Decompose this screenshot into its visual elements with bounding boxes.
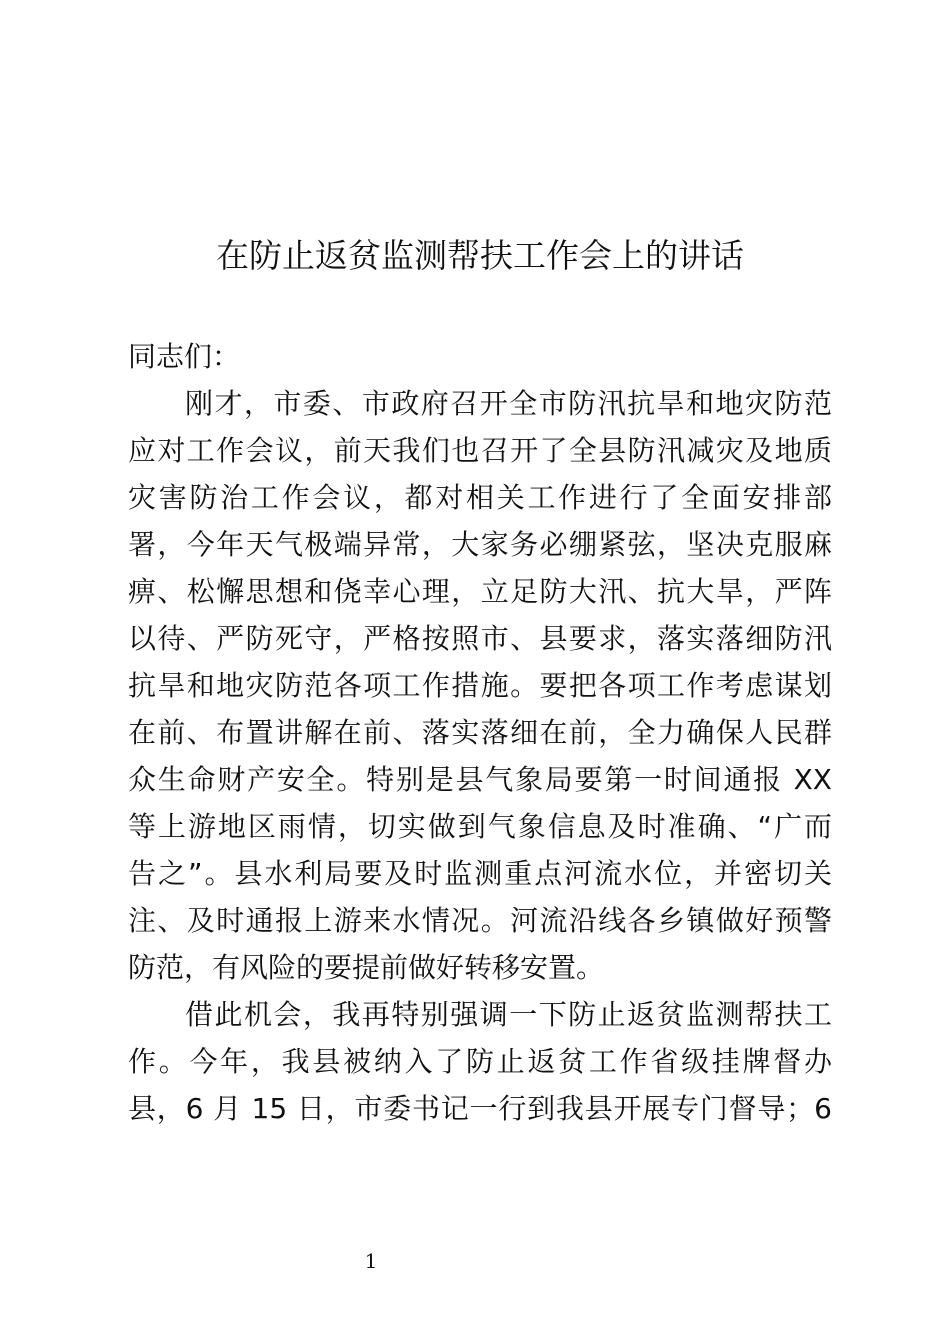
- paragraph-1-line: 灾害防治工作会议，都对相关工作进行了全面安排部: [128, 481, 832, 514]
- paragraph-1-line: 告之”。县水利局要及时监测重点河流水位，并密切关: [128, 857, 832, 890]
- paragraph-1-line: 防范，有风险的要提前做好转移安置。: [128, 951, 605, 984]
- paragraph-1-line: 在前、布置讲解在前、落实落细在前，全力确保人民群: [128, 716, 832, 749]
- paragraph-2-line: 作。今年，我县被纳入了防止返贫工作省级挂牌督办: [128, 1045, 832, 1078]
- paragraph-2-line: 借此机会，我再特别强调一下防止返贫监测帮扶工: [185, 998, 832, 1031]
- paragraph-1-line: 署，今年天气极端异常，大家务必绷紧弦，坚决克服麻: [128, 528, 832, 561]
- paragraph-1-line: 注、及时通报上游来水情况。河流沿线各乡镇做好预警: [128, 904, 832, 937]
- document-title: 在防止返贫监测帮扶工作会上的讲话: [216, 236, 744, 275]
- paragraph-1-line: 抗旱和地灾防范各项工作措施。要把各项工作考虑谋划: [128, 669, 832, 702]
- paragraph-1-line: 痹、松懈思想和侥幸心理，立足防大汛、抗大旱，严阵: [128, 575, 832, 608]
- paragraph-1-line: 等上游地区雨情，切实做到气象信息及时准确、“广而: [128, 810, 832, 843]
- paragraph-1-line: 以待、严防死守，严格按照市、县要求，落实落细防汛: [128, 622, 832, 655]
- paragraph-1: [128, 380, 832, 991]
- salutation: 同志们：: [128, 340, 241, 373]
- paragraph-2-line: 县，6 月 15 日，市委书记一行到我县开展专门督导；6: [128, 1092, 832, 1125]
- document-body: [128, 333, 832, 1132]
- paragraph-1-line: 刚才，市委、市政府召开全市防汛抗旱和地灾防范: [185, 387, 832, 420]
- paragraph-1-line: 众生命财产安全。特别是县气象局要第一时间通报 XX: [128, 763, 832, 796]
- paragraph-1-line: 应对工作会议，前天我们也召开了全县防汛减灾及地质: [128, 434, 832, 467]
- paragraph-2: [128, 991, 832, 1132]
- page-number: 1: [364, 1249, 378, 1273]
